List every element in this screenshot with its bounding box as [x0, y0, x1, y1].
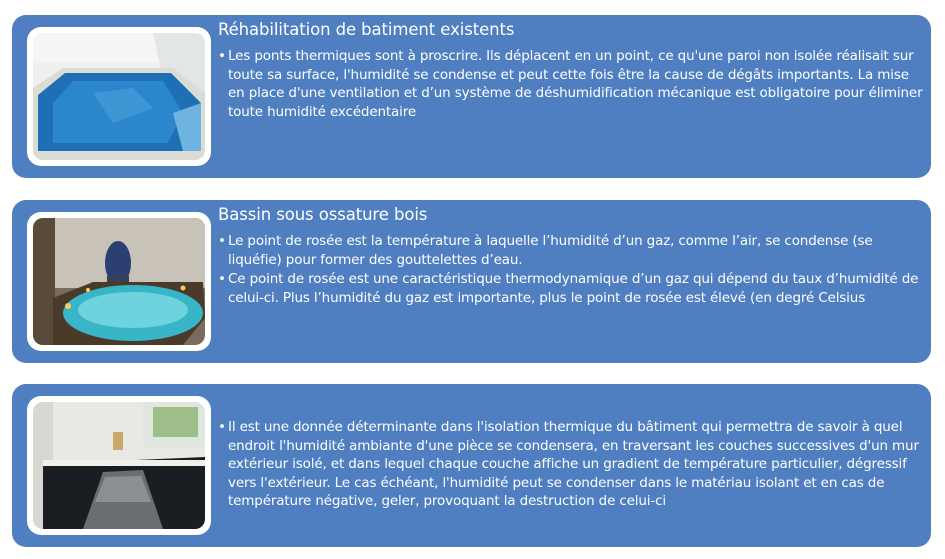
pool-construction-photo: [33, 402, 205, 529]
card-bassin-bois: [12, 200, 931, 363]
thumbnail-frame: [27, 396, 211, 535]
thumbnail-frame: [27, 212, 211, 351]
thumbnail-frame: [27, 27, 211, 166]
candlelit-pool-photo: [33, 218, 205, 345]
card-rehabilitation: [12, 15, 931, 178]
bullet-item: • Il est une donnée déterminante dans l'isolation thermique du bâtiment qui permettra de savoir à quel endroit l'humidité ambiante d'une pièce se condensera, en traversant les couches successives d'un mur extérieur isolé, et dans lequel chaque couche affiche un gradient de température particulier, dégressif vers l'extérieur. Le cas échéant, l'humidité peut se condenser dans le matériau isolant et en cas de température négative, geler, provoquant la destruction de celui-ci: [218, 418, 923, 511]
card-title: Bassin sous ossature bois: [218, 205, 428, 224]
card-point-de-rosee: [12, 384, 931, 547]
card-title: Réhabilitation de batiment existents: [218, 20, 515, 39]
indoor-pool-photo: [33, 33, 205, 160]
bullet-item: • Ce point de rosée est une caractéristique thermodynamique d’un gaz qui dépend du taux d’humidité de celui-ci. Plus l’humidité du gaz est importante, plus le point de rosée est élevé (en degré Celsius: [218, 270, 923, 307]
bullet-list: [218, 418, 923, 511]
bullet-item: • Le point de rosée est la température à laquelle l’humidité d’un gaz, comme l’air, se condense (se liquéfie) pour former des gouttelettes d’eau.: [218, 232, 923, 269]
bullet-list: [218, 232, 923, 307]
bullet-list: [218, 47, 923, 121]
bullet-item: • Les ponts thermiques sont à proscrire. Ils déplacent en un point, ce qu'une paroi non isolée réalisait sur toute sa surface, l'humidité se condense et peut cette fois être la cause de dégâts importants. La mise en place d'une ventilation et d’un système de déshumidification mécanique est obligatoire pour éliminer toute humidité excédentaire: [218, 47, 923, 121]
